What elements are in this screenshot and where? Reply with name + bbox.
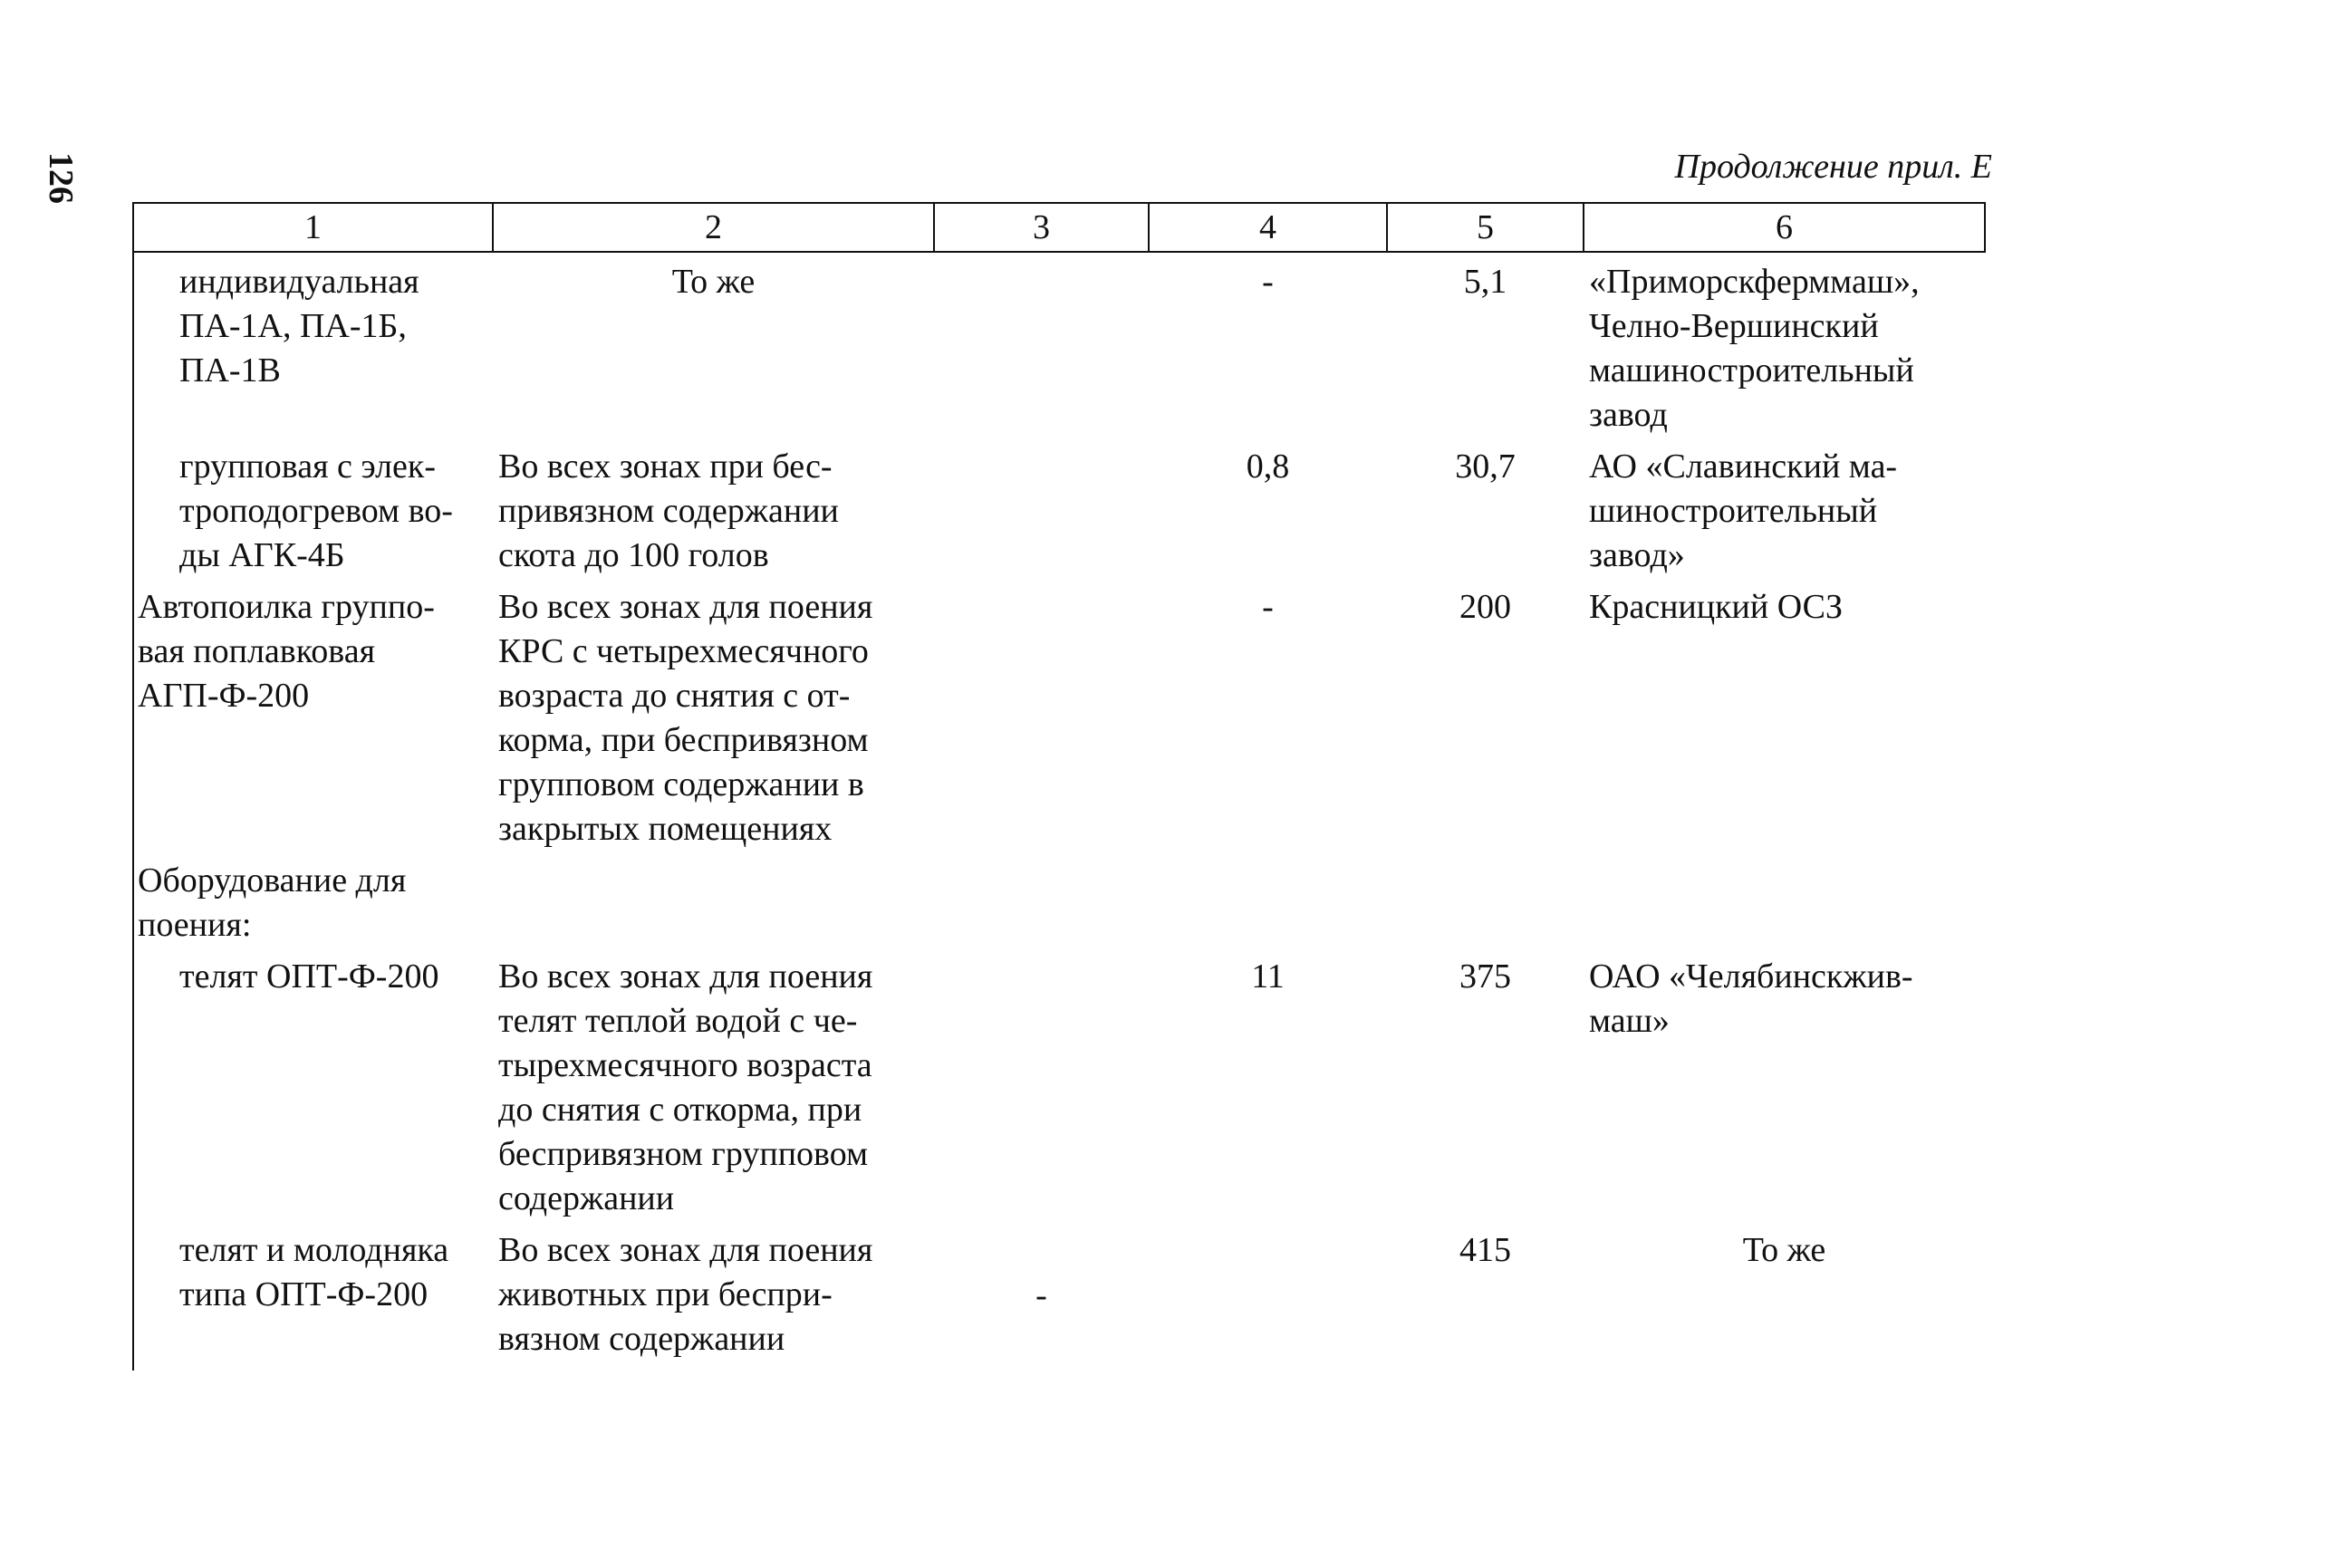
cell-application bbox=[493, 859, 934, 955]
cell-equipment: Оборудование для поения: bbox=[133, 859, 493, 955]
cell-manufacturer: Красницкий ОСЗ bbox=[1589, 588, 1844, 626]
header-col-6: 6 bbox=[1584, 203, 1985, 252]
cell-manufacturer: АО «Славинский ма- шиностроительный завод» bbox=[1589, 447, 1898, 574]
header-row bbox=[133, 203, 1985, 252]
cell-col4: 11 bbox=[1251, 957, 1285, 996]
equipment-table bbox=[132, 202, 1986, 1371]
cell-application: Во всех зонах при бес- привязном содержании скота до 100 голов bbox=[498, 447, 839, 574]
cell-col3 bbox=[934, 585, 1149, 859]
cell-application: Во всех зонах для поения телят теплой водой с че- тырехмесячного возраста до снятия с откорма, при беспривязном групповом содержании bbox=[498, 957, 873, 1217]
cell-col5: 30,7 bbox=[1455, 447, 1516, 486]
cell-equipment: телят и молодняка типа ОПТ-Ф-200 bbox=[133, 1228, 493, 1371]
cell-col5: 200 bbox=[1459, 588, 1511, 626]
cell-equipment: групповая с элек- троподогревом во- ды АГК-4Б bbox=[133, 438, 493, 585]
cell-col5 bbox=[1387, 859, 1584, 955]
table-row bbox=[133, 955, 1985, 1228]
cell-equipment: Автопоилка группо- вая поплавковая АГП-Ф-200 bbox=[133, 585, 493, 859]
cell-col5: 415 bbox=[1459, 1231, 1511, 1269]
cell-application: Во всех зонах для поения КРС с четырехмесячного возраста до снятия с от- корма, при беспривязном групповом содержании в закрытых помещениях bbox=[498, 588, 873, 848]
cell-col3 bbox=[934, 955, 1149, 1228]
cell-manufacturer: «Приморскферммаш», Челно-Вершинский машиностроительный завод bbox=[1589, 263, 1920, 434]
table-row bbox=[133, 585, 1985, 859]
header-col-3: 3 bbox=[934, 203, 1149, 252]
cell-application: Во всех зонах для поения животных при беспри- вязном содержании bbox=[498, 1231, 873, 1358]
table-row bbox=[133, 1228, 1985, 1371]
header-col-5: 5 bbox=[1387, 203, 1584, 252]
cell-col5: 5,1 bbox=[1463, 263, 1507, 301]
cell-manufacturer: ОАО «Челябинскжив- маш» bbox=[1589, 957, 1913, 1040]
cell-col4: - bbox=[1262, 263, 1274, 301]
header-col-1: 1 bbox=[133, 203, 493, 252]
cell-equipment: индивидуальная ПА-1А, ПА-1Б, ПА-1В bbox=[133, 252, 493, 438]
table-row bbox=[133, 859, 1985, 955]
cell-col3: - bbox=[1035, 1276, 1047, 1314]
cell-manufacturer: То же bbox=[1742, 1231, 1826, 1269]
cell-application: То же bbox=[671, 263, 756, 301]
cell-col3 bbox=[934, 252, 1149, 438]
cell-col3 bbox=[934, 438, 1149, 585]
header-col-2: 2 bbox=[493, 203, 934, 252]
cell-manufacturer bbox=[1584, 859, 1985, 955]
continuation-label: Продолжение прил. Е bbox=[1674, 148, 1992, 186]
cell-col3 bbox=[934, 859, 1149, 955]
cell-equipment: телят ОПТ-Ф-200 bbox=[133, 955, 493, 1228]
cell-col4 bbox=[1149, 1228, 1387, 1371]
cell-col4 bbox=[1149, 859, 1387, 955]
cell-col4: 0,8 bbox=[1246, 447, 1290, 486]
cell-col4: - bbox=[1262, 588, 1274, 626]
table-row bbox=[133, 438, 1985, 585]
header-col-4: 4 bbox=[1149, 203, 1387, 252]
page-number: 126 bbox=[42, 152, 80, 204]
cell-col5: 375 bbox=[1459, 957, 1511, 996]
table-row bbox=[133, 252, 1985, 438]
